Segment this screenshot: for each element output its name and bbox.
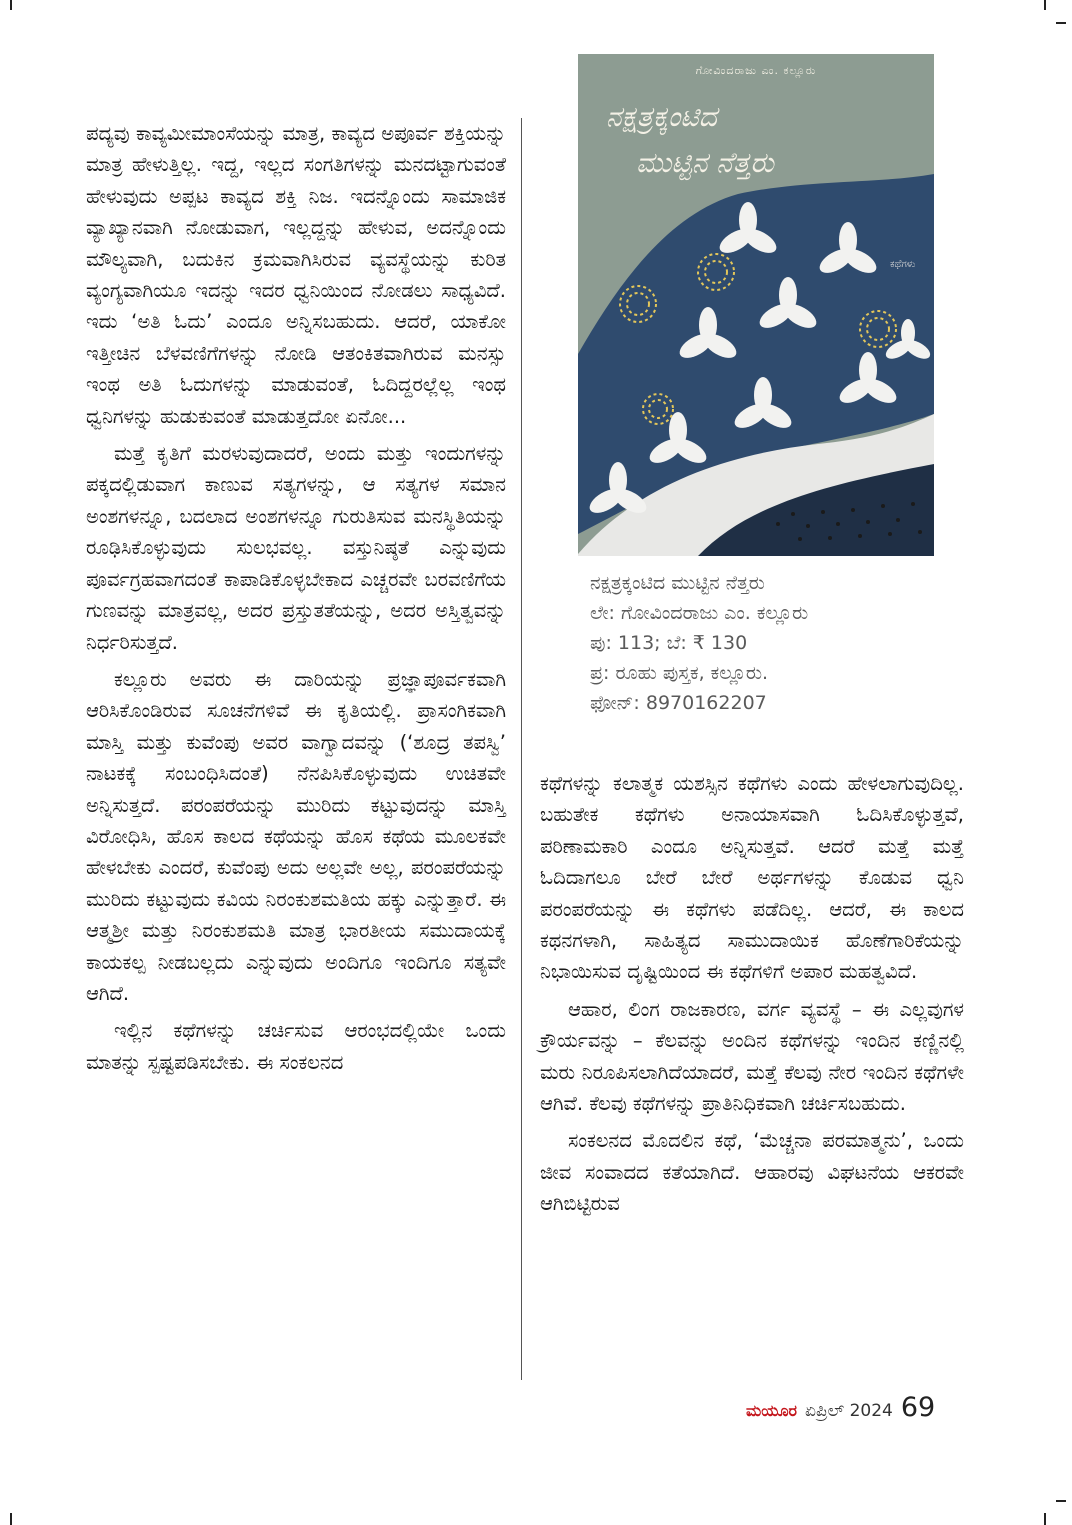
left-column — [86, 118, 506, 1084]
crop-mark — [10, 0, 12, 10]
caption-phone: ಫೋನ್: 8970162207 — [590, 692, 767, 714]
column-divider — [521, 768, 522, 1380]
book-details-caption — [590, 568, 970, 718]
crop-mark — [10, 1513, 12, 1525]
paragraph: ಆಹಾರ, ಲಿಂಗ ರಾಜಕಾರಣ, ವರ್ಗ ವ್ಯವಸ್ಥೆ – ಈ ಎಲ್ಲವುಗಳ ಕ್ರೌರ್ಯವನ್ನು – ಕೆಲವನ್ನು ಅಂದಿನ ಕಥೆಗಳನ್ನು ಇಂದಿನ ಕಣ್ಣಿನಲ್ಲಿ ಮರು ನಿರೂಪಿಸಲಾಗಿದೆಯಾದರೆ, ಮತ್ತೆ ಕೆಲವು ನೇರ ಇಂದಿನ ಕಥೆಗಳೇ ಆಗಿವೆ. ಕೆಲವು ಕಥೆಗಳನ್ನು ಪ್ರಾತಿನಿಧಿಕವಾಗಿ ಚರ್ಚಿಸಬಹುದು. — [540, 997, 964, 1116]
crop-mark — [1056, 22, 1066, 24]
page-footer — [746, 1392, 935, 1428]
page-number: 69 — [900, 1392, 936, 1423]
paragraph: ಸಂಕಲನದ ಮೊದಲಿನ ಕಥೆ, ‘ಮೆಚ್ಚನಾ ಪರಮಾತ್ಮನು’, ಒಂದು ಜೀವ ಸಂವಾದದ ಕತೆಯಾಗಿದೆ. ಆಹಾರವು ವಿಘಟನೆಯ ಆಕರವೇ ಆಗಿಬಿಟ್ಟಿರುವ — [540, 1129, 964, 1216]
cover-title-line: ಮುಟ್ಟಿನ ನೆತ್ತರು — [636, 146, 774, 179]
cover-genre: ಕಥೆಗಳು — [890, 259, 916, 270]
crop-mark — [1044, 1513, 1046, 1525]
caption-author: ಲೇ: ಗೋವಿಂದರಾಜು ಎಂ. ಕಲ್ಲೂರು — [590, 602, 809, 624]
cover-title-line: ನಕ್ಷತ್ರಕ್ಕಂಟಿದ — [606, 100, 717, 133]
right-column — [540, 768, 964, 1226]
paragraph: ಇಲ್ಲಿನ ಕಥೆಗಳನ್ನು ಚರ್ಚಿಸುವ ಆರಂಭದಲ್ಲಿಯೇ ಒಂದು ಮಾತನ್ನು ಸ್ಪಷ್ಟಪಡಿಸಬೇಕು. ಈ ಸಂಕಲನದ — [86, 1019, 506, 1074]
crop-mark — [1044, 0, 1046, 10]
paragraph: ಕಥೆಗಳನ್ನು ಕಲಾತ್ಮಕ ಯಶಸ್ಸಿನ ಕಥೆಗಳು ಎಂದು ಹೇಳಲಾಗುವುದಿಲ್ಲ. ಬಹುತೇಕ ಕಥೆಗಳು ಅನಾಯಾಸವಾಗಿ ಓದಿಸಿಕೊಳ್ಳುತ್ತವೆ, ಪರಿಣಾಮಕಾರಿ ಎಂದೂ ಅನ್ನಿಸುತ್ತವೆ. ಆದರೆ ಮತ್ತೆ ಮತ್ತೆ ಓದಿದಾಗಲೂ ಬೇರೆ ಬೇರೆ ಅರ್ಥಗಳನ್ನು ಕೊಡುವ ಧ್ವನಿ ಪರಂಪರೆಯನ್ನು ಈ ಕಥೆಗಳು ಪಡೆದಿಲ್ಲ. ಆದರೆ, ಈ ಕಾಲದ ಕಥನಗಳಾಗಿ, ಸಾಹಿತ್ಯದ ಸಾಮುದಾಯಿಕ ಹೊಣೆಗಾರಿಕೆಯನ್ನು ನಿಭಾಯಿಸುವ ದೃಷ್ಟಿಯಿಂದ ಈ ಕಥೆಗಳಿಗೆ ಅಪಾರ ಮಹತ್ವವಿದೆ. — [540, 772, 964, 984]
caption-pages-price: ಪು: 113; ಬೆ: ₹ 130 — [590, 632, 748, 654]
issue-date: ಏಪ್ರಿಲ್ 2024 — [805, 1401, 893, 1421]
caption-title: ನಕ್ಷತ್ರಕ್ಕಂಟಿದ ಮುಟ್ಟಿನ ನೆತ್ತರು — [590, 572, 765, 594]
caption-publisher: ಪ್ರ: ರೂಹು ಪುಸ್ತಕ, ಕಲ್ಲೂರು. — [590, 662, 769, 684]
crop-mark — [1056, 1500, 1066, 1502]
paragraph: ಪದ್ಯವು ಕಾವ್ಯಮೀಮಾಂಸೆಯನ್ನು ಮಾತ್ರ, ಕಾವ್ಯದ ಅಪೂರ್ವ ಶಕ್ತಿಯನ್ನು ಮಾತ್ರ ಹೇಳುತ್ತಿಲ್ಲ. ಇದ್ದ, ಇಲ್ಲದ ಸಂಗತಿಗಳನ್ನು ಮನದಟ್ಟಾಗುವಂತೆ ಹೇಳುವುದು ಅಪ್ಪಟ ಕಾವ್ಯದ ಶಕ್ತಿ ನಿಜ. ಇದನ್ನೊಂದು ಸಾಮಾಜಿಕ ವ್ಯಾಖ್ಯಾನವಾಗಿ ನೋಡುವಾಗ, ಇಲ್ಲದ್ದನ್ನು ಹೇಳುವ, ಅದನ್ನೊಂದು ಮೌಲ್ಯವಾಗಿ, ಬದುಕಿನ ಕ್ರಮವಾಗಿಸಿರುವ ವ್ಯವಸ್ಥೆಯನ್ನು ಕುರಿತ ವ್ಯಂಗ್ಯವಾಗಿಯೂ ಇದನ್ನು ಇದರ ಧ್ವನಿಯಿಂದ ನೋಡಲು ಸಾಧ್ಯವಿದೆ. ಇದು ‘ಅತಿ ಓದು’ ಎಂದೂ ಅನ್ನಿಸಬಹುದು. ಆದರೆ, ಯಾಕೋ ಇತ್ತೀಚಿನ ಬೆಳವಣಿಗೆಗಳನ್ನು ನೋಡಿ ಆತಂಕಿತವಾಗಿರುವ ಮನಸ್ಸು ಇಂಥ ಅತಿ ಓದುಗಳನ್ನು ಮಾಡುವಂತೆ, ಓದಿದ್ದರಲ್ಲೆಲ್ಲ ಇಂಥ ಧ್ವನಿಗಳನ್ನು ಹುಡುಕುವಂತೆ ಮಾಡುತ್ತದೋ ಏನೋ... — [86, 122, 506, 428]
magazine-logo: ಮಯೂರ — [746, 1401, 798, 1420]
paragraph: ಕಲ್ಲೂರು ಅವರು ಈ ದಾರಿಯನ್ನು ಪ್ರಜ್ಞಾಪೂರ್ವಕವಾಗಿ ಆರಿಸಿಕೊಂಡಿರುವ ಸೂಚನೆಗಳಿವೆ ಈ ಕೃತಿಯಲ್ಲಿ. ಪ್ರಾಸಂಗಿಕವಾಗಿ ಮಾಸ್ತಿ ಮತ್ತು ಕುವೆಂಪು ಅವರ ವಾಗ್ವಾದವನ್ನು (‘ಶೂದ್ರ ತಪಸ್ವಿ’ ನಾಟಕಕ್ಕೆ ಸಂಬಂಧಿಸಿದಂತೆ) ನೆನಪಿಸಿಕೊಳ್ಳುವುದು ಉಚಿತವೇ ಅನ್ನಿಸುತ್ತದೆ. ಪರಂಪರೆಯನ್ನು ಮುರಿದು ಕಟ್ಟುವುದನ್ನು ಮಾಸ್ತಿ ವಿರೋಧಿಸಿ, ಹೊಸ ಕಾಲದ ಕಥೆಯನ್ನು ಹೊಸ ಕಥೆಯ ಮೂಲಕವೇ ಹೇಳಬೇಕು ಎಂದರೆ, ಕುವೆಂಪು ಅದು ಅಲ್ಲವೇ ಅಲ್ಲ, ಪರಂಪರೆಯನ್ನು ಮುರಿದು ಕಟ್ಟುವುದು ಕವಿಯ ನಿರಂಕುಶಮತಿಯ ಹಕ್ಕು ಎನ್ನುತ್ತಾರೆ. ಈ ಆತ್ಮಶ್ರೀ ಮತ್ತು ನಿರಂಕುಶಮತಿ ಮಾತ್ರ ಭಾರತೀಯ ಸಮುದಾಯಕ್ಕೆ ಕಾಯಕಲ್ಪ ನೀಡಬಲ್ಲದು ಎನ್ನುವುದು ಅಂದಿಗೂ ಇಂದಿಗೂ ಸತ್ಯವೇ ಆಗಿದೆ. — [86, 667, 506, 1005]
paragraph: ಮತ್ತೆ ಕೃತಿಗೆ ಮರಳುವುದಾದರೆ, ಅಂದು ಮತ್ತು ಇಂದುಗಳನ್ನು ಪಕ್ಕದಲ್ಲಿಡುವಾಗ ಕಾಣುವ ಸತ್ಯಗಳನ್ನು, ಆ ಸತ್ಯಗಳ ಸಮಾನ ಅಂಶಗಳನ್ನೂ, ಬದಲಾದ ಅಂಶಗಳನ್ನೂ ಗುರುತಿಸುವ ಮನಸ್ಥಿತಿಯನ್ನು ರೂಢಿಸಿಕೊಳ್ಳುವುದು ಸುಲಭವಲ್ಲ. ವಸ್ತುನಿಷ್ಠತೆ ಎನ್ನುವುದು ಪೂರ್ವಗ್ರಹವಾಗದಂತೆ ಕಾಪಾಡಿಕೊಳ್ಳಬೇಕಾದ ಎಚ್ಚರವೇ ಬರವಣಿಗೆಯ ಗುಣವನ್ನು ಮಾತ್ರವಲ್ಲ, ಅದರ ಪ್ರಸ್ತುತತೆಯನ್ನು, ಅದರ ಅಸ್ತಿತ್ವವನ್ನು ನಿರ್ಧರಿಸುತ್ತದೆ. — [86, 442, 506, 654]
cover-author: ಗೋವಿಂದರಾಜು ಎಂ. ಕಲ್ಲೂರು — [695, 64, 817, 77]
book-cover-image — [578, 54, 934, 556]
cover-title — [606, 94, 906, 186]
